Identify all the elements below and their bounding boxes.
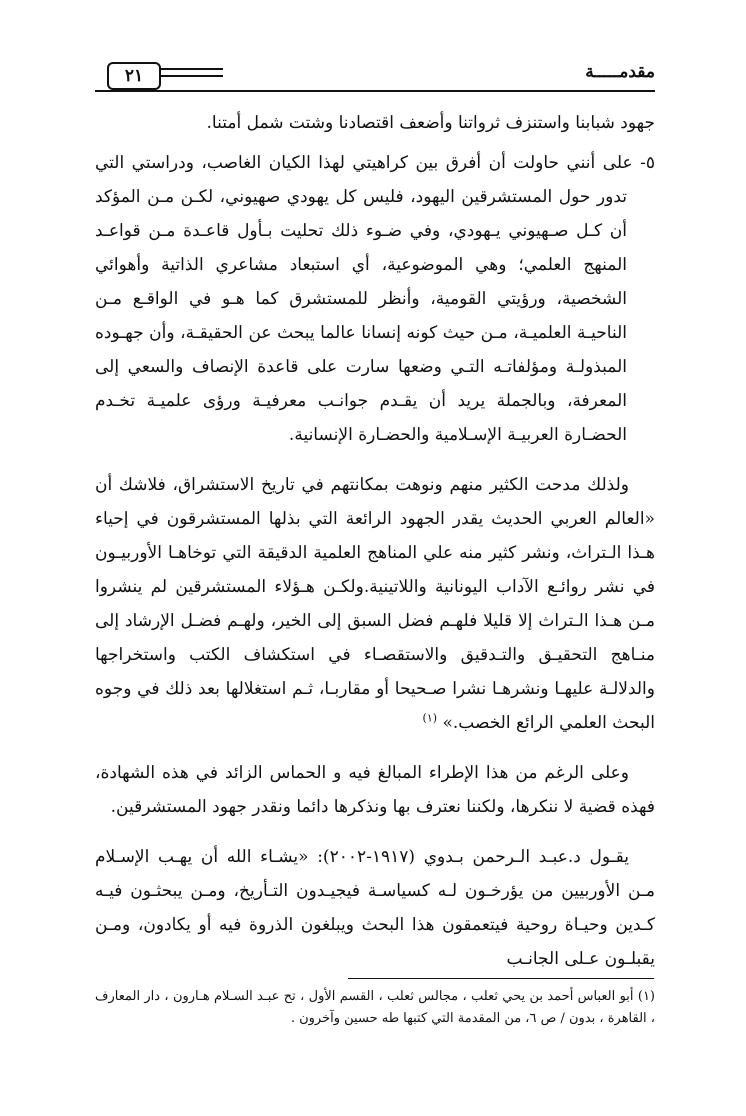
page-number: ٢١ xyxy=(107,62,161,90)
footnote-reference-1: (١) xyxy=(422,711,438,725)
paragraph-3 xyxy=(95,468,655,740)
main-text xyxy=(95,106,655,992)
paragraph-4: وعلى الرغم من هذا الإطراء المبالغ فيه و الحماس الزائد في هذه الشهادة، فهذه قضية لا ننكرها، ولكننا نعترف بها ونذكرها دائما ونقدر جهود المستشرقين. xyxy=(95,763,655,817)
paragraph-item-5: ٥- على أنني حاولت أن أفرق بين كراهيتي لهذا الكيان الغاصب، ودراستي التي تدور حول المستشرقين اليهود، فليس كل يهودي صهيوني، لكـن مـن المؤكد أن كـل صـهيوني يـهودي، وفي ضـوء ذلك تحليت بـأول قاعـدة مـن قواعـد المنهج العلمي؛ وهي الموضوعية، أي استبعاد مشاعري الذاتية وأهوائي الشخصية، ورؤيتي القومية، وأنظر للمستشرق كما هـو في الواقـع مـن الناحيـة العلميـة، مـن حيث كونه إنسانا عالما يبحث عن الحقيقـة، وأن جهـوده المبذولـة ومؤلفاتـه التـي وضعها سارت على قاعدة الإنصاف والسعي إلى المعرفة، وبالجملة يريد أن يقـدم جوانـب معرفيـة ورؤى علميـة تخـدم الحضـارة العربيـة الإسـلامية والحضـارة الإنسانية. xyxy=(95,153,655,445)
footnote-separator xyxy=(348,978,654,979)
header-rule xyxy=(95,90,655,92)
paragraph-1: جهود شبابنا واستنزف ثرواتنا وأضعف اقتصادنا وشتت شمل أمتنا. xyxy=(206,113,655,133)
running-title: مقدمـــــة xyxy=(585,62,655,82)
footnote-1: (١) أبو العباس أحمد بن يحي ثعلب ، مجالس ثعلب ، القسم الأول ، تح عبـد السـلام هـارون ، دار المعارف ، القاهرة ، بدون / ص ٦، من المقدمة التي كتبها طه حسين وآخرون . xyxy=(95,989,655,1026)
header-decoration xyxy=(161,68,223,82)
page-header xyxy=(95,58,655,98)
paragraph-3-text: ولذلك مدحت الكثير منهم ونوهت بمكانتهم في تاريخ الاستشراق، فلاشك أن «العالم العربي الحديث يقدر الجهود الرائعة التي بذلها المستشرقون في إحياء هـذا الـتراث، ونشر كثير منه علي المناهج العلمية الدقيقة التي توخاهـا الأوربيـون في نشر روائـع الآداب اليونانية واللاتينية.ولكـن هـؤلاء المستشرقين لم ينشروا مـن هـذا الـتراث إلا قليلا فلهـم فضل السبق إلى الخير، ولهـم فضـل الإرشاد إلى منـاهج التحقيـق والتـدقيق والاستقصـاء في استكشاف الكتب واستخراجها والدلالـة عليهـا ونشرهـا نشرا صـحيحا أو مقاربـا، ثـم استغلالها بعد ذلك في وجوه البحث العلمي الرائع الخصب.» xyxy=(95,475,655,733)
paragraph-5: يقـول د.عبـد الـرحمن بـدوي (١٩١٧-٢٠٠٢): «يشـاء الله أن يهـب الإسـلام مـن الأوربيين من يؤرخـون لـه كسياسـة فيجيـدون التـأريخ، ومـن يبحثـون فيـه كـدين وحيـاة روحية فيتعمقون هذا البحث ويبلغون الذروة فيه أو يكادون، ومـن يقبلـون عـلى الجانـب xyxy=(95,847,655,969)
